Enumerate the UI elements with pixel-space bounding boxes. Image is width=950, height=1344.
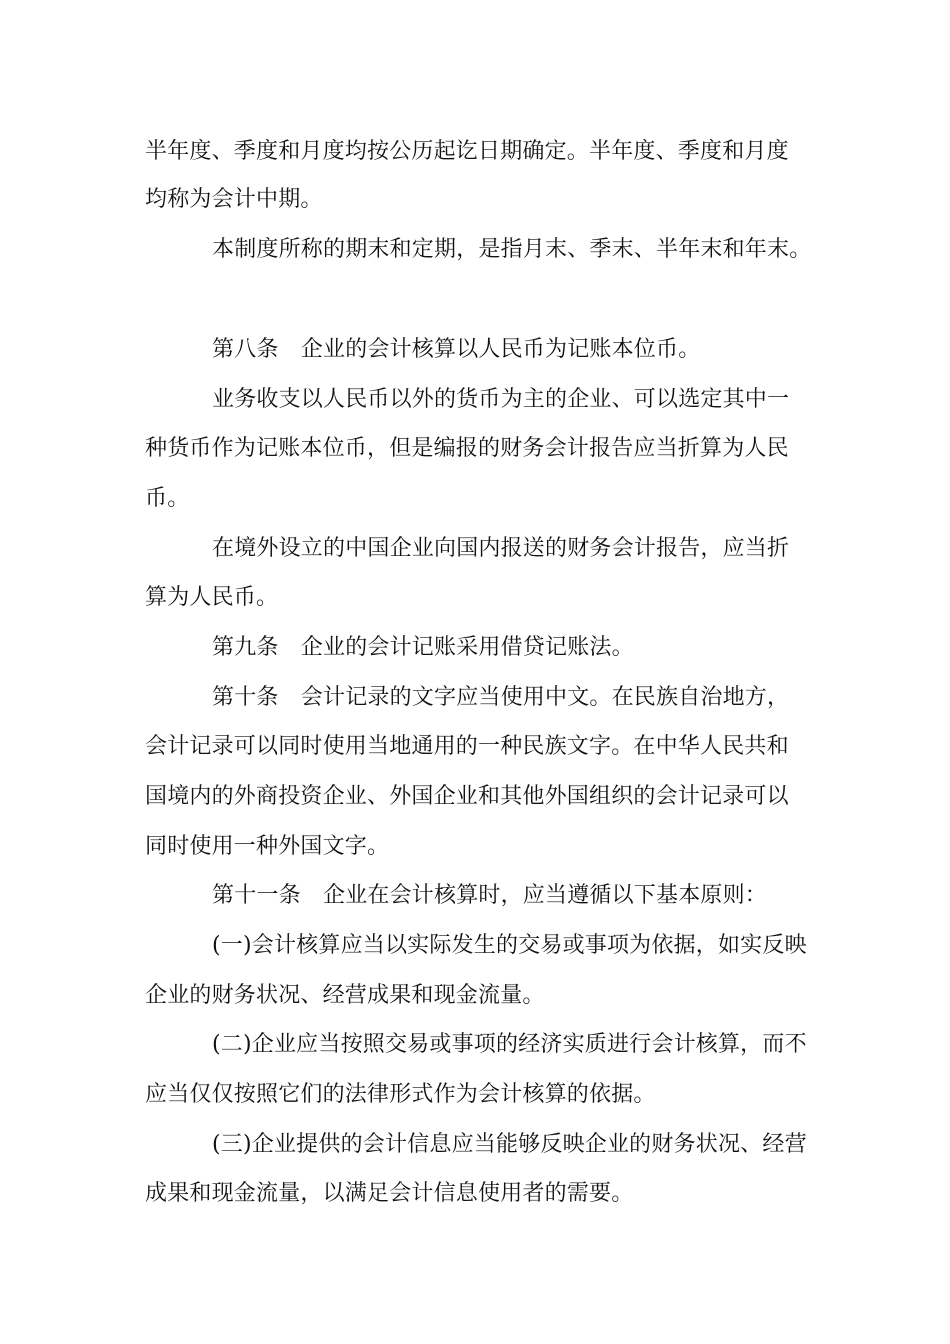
article-9-heading: 第九条 企业的会计记账采用借贷记账法。	[212, 635, 634, 660]
text-line: 在境外设立的中国企业向国内报送的财务会计报告，应当折	[212, 536, 790, 561]
text-line: 均称为会计中期。	[145, 187, 323, 212]
text-line: 会计记录可以同时使用当地通用的一种民族文字。在中华人民共和	[145, 734, 789, 759]
text-line: 成果和现金流量，以满足会计信息使用者的需要。	[145, 1181, 634, 1206]
text-line: 应当仅仅按照它们的法律形式作为会计核算的依据。	[145, 1082, 656, 1107]
text-line: 半年度、季度和月度均按公历起讫日期确定。半年度、季度和月度	[145, 139, 789, 164]
list-item-3: (三)企业提供的会计信息应当能够反映企业的财务状况、经营	[212, 1132, 807, 1157]
text-line: 本制度所称的期末和定期，是指月末、季末、半年末和年末。	[212, 237, 812, 262]
text-line: 国境内的外商投资企业、外国企业和其他外国组织的会计记录可以	[145, 784, 789, 809]
list-item-2: (二)企业应当按照交易或事项的经济实质进行会计核算，而不	[212, 1032, 807, 1057]
text-line: 同时使用一种外国文字。	[145, 834, 390, 859]
text-line: 算为人民币。	[145, 585, 279, 610]
list-item-1: (一)会计核算应当以实际发生的交易或事项为依据，如实反映	[212, 933, 807, 958]
text-line: 企业的财务状况、经营成果和现金流量。	[145, 983, 545, 1008]
article-10-heading: 第十条 会计记录的文字应当使用中文。在民族自治地方，	[212, 685, 790, 710]
article-11-heading: 第十一条 企业在会计核算时，应当遵循以下基本原则：	[212, 883, 768, 908]
text-line: 种货币作为记账本位币，但是编报的财务会计报告应当折算为人民	[145, 436, 789, 461]
text-line: 币。	[145, 486, 190, 511]
article-8-heading: 第八条 企业的会计核算以人民币为记账本位币。	[212, 337, 701, 362]
text-line: 业务收支以人民币以外的货币为主的企业、可以选定其中一	[212, 387, 790, 412]
